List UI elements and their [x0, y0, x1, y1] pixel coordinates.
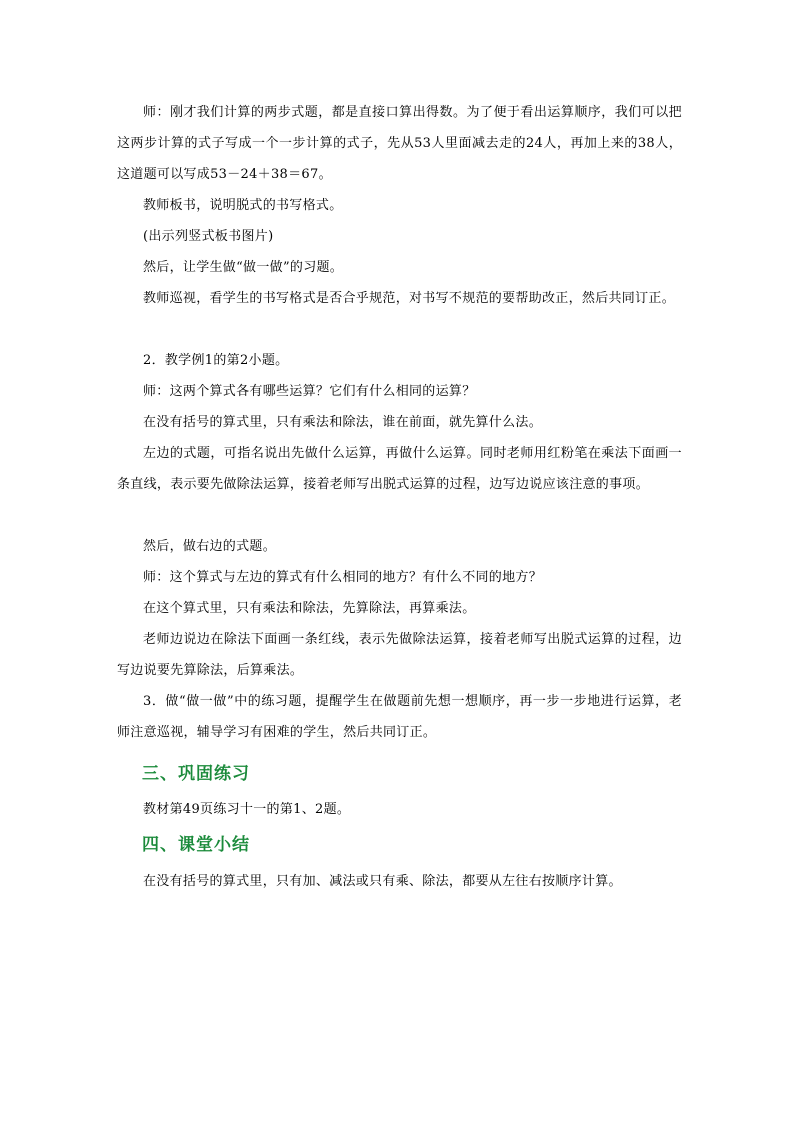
paragraph-summary-rule: 在没有括号的算式里，只有加、减法或只有乘、除法，都要从左往右按顺序计算。 [143, 874, 622, 889]
paragraph-practice-item-3: 3．做“做一做”中的练习题，提醒学生在做题前先想一想顺序，再一步一步地进行运算，老师注意巡视，辅导学习有困难的学生，然后共同订正。 [117, 694, 682, 740]
paragraph-red-line: 老师边说边在除法下面画一条红线，表示先做除法运算，接着老师写出脱式运算的过程，边写边说要先算除法，后算乘法。 [117, 632, 682, 678]
section-heading-summary: 四、课堂小结 [142, 835, 250, 855]
paragraph-rule-div-first: 在这个算式里，只有乘法和除法，先算除法，再算乘法。 [143, 601, 476, 616]
paragraph-left-expression: 左边的式题，可指名说出先做什么运算，再做什么运算。同时老师用红粉笔在乘法下面画一条直线，表示要先做除法运算，接着老师写出脱式运算的过程，边写边说应该注意的事项。 [117, 446, 682, 492]
paragraph-teacher-patrol: 教师巡视，看学生的书写格式是否合乎规范，对书写不规范的要帮助改正，然后共同订正。 [143, 291, 676, 306]
paragraph-textbook-exercise: 教材第49页练习十一的第1、2题。 [143, 802, 351, 817]
paragraph-right-expression: 然后，做右边的式题。 [143, 539, 277, 554]
paragraph-example-item-2: 2．教学例1的第2小题。 [143, 353, 289, 368]
paragraph-show-image-note: (出示列竖式板书图片) [143, 229, 274, 244]
paragraph-teacher-explanation: 师：刚才我们计算的两步式题，都是直接口算出得数。为了便于看出运算顺序，我们可以把这两步计算的式子写成一个一步计算的式子，先从53人里面减去走的24人，再加上来的38人，这道题可以写成53－24＋38＝67。 [117, 105, 682, 182]
paragraph-compare-question: 师：这个算式与左边的算式有什么相同的地方？有什么不同的地方？ [143, 570, 543, 585]
paragraph-teacher-question: 师：这两个算式各有哪些运算？它们有什么相同的运算？ [143, 384, 476, 399]
paragraph-do-exercise: 然后，让学生做“做一做”的习题。 [143, 260, 344, 275]
paragraph-rule-mult-div: 在没有括号的算式里，只有乘法和除法，谁在前面，就先算什么法。 [143, 415, 543, 430]
section-heading-consolidation: 三、巩固练习 [142, 764, 250, 784]
paragraph-board-writing: 教师板书，说明脱式的书写格式。 [143, 198, 343, 213]
